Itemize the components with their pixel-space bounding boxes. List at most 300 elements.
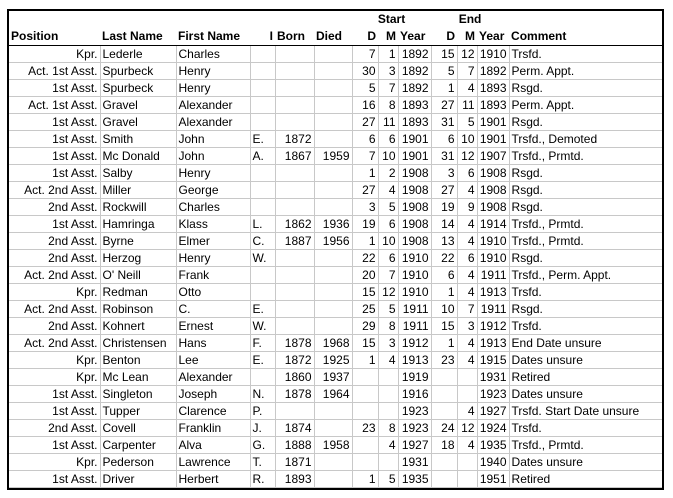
cell-died: 1958: [314, 437, 352, 454]
cell-last-name: Smith: [100, 131, 176, 148]
cell-died: [314, 165, 352, 182]
cell-start-year: 1892: [398, 46, 431, 63]
cell-died: [314, 420, 352, 437]
cell-start-month: [378, 369, 398, 386]
cell-end-year: 1913: [477, 335, 509, 352]
cell-comment: Trsfd.: [509, 420, 662, 437]
cell-initial: [250, 199, 275, 216]
cell-last-name: Benton: [100, 352, 176, 369]
cell-comment: Trsfd., Prmtd.: [509, 148, 662, 165]
col-header-start-day: D: [352, 28, 378, 46]
cell-end-month: 4: [457, 437, 477, 454]
cell-end-year: 1911: [477, 301, 509, 318]
cell-end-day: 5: [431, 63, 457, 80]
col-header-died: Died: [314, 28, 352, 46]
cell-died: [314, 131, 352, 148]
cell-died: [314, 318, 352, 335]
cell-start-day: [352, 454, 378, 471]
cell-start-year: 1912: [398, 335, 431, 352]
end-group-label: End: [458, 12, 482, 26]
cell-start-day: [352, 403, 378, 420]
cell-end-day: [431, 386, 457, 403]
cell-last-name: Driver: [100, 471, 176, 488]
cell-end-month: 9: [457, 199, 477, 216]
cell-end-month: 4: [457, 403, 477, 420]
cell-end-day: 19: [431, 199, 457, 216]
cell-first-name: Lawrence: [176, 454, 250, 471]
cell-initial: E.: [250, 301, 275, 318]
cell-initial: [250, 63, 275, 80]
table-row: [9, 233, 662, 250]
cell-initial: T.: [250, 454, 275, 471]
cell-position: Act. 2nd Asst.: [9, 301, 100, 318]
cell-end-year: 1923: [477, 386, 509, 403]
cell-born: [275, 63, 314, 80]
cell-born: 1871: [275, 454, 314, 471]
cell-last-name: Rockwill: [100, 199, 176, 216]
cell-last-name: Salby: [100, 165, 176, 182]
cell-born: [275, 267, 314, 284]
cell-end-month: 6: [457, 250, 477, 267]
cell-end-day: [431, 454, 457, 471]
cell-start-year: 1913: [398, 352, 431, 369]
cell-end-month: 11: [457, 97, 477, 114]
cell-end-month: 12: [457, 148, 477, 165]
cell-start-month: 4: [378, 437, 398, 454]
cell-first-name: Elmer: [176, 233, 250, 250]
cell-start-month: 3: [378, 335, 398, 352]
table-row: [9, 80, 662, 97]
cell-first-name: Henry: [176, 250, 250, 267]
cell-born: [275, 301, 314, 318]
cell-born: 1872: [275, 352, 314, 369]
cell-end-year: 1901: [477, 114, 509, 131]
cell-position: Act. 2nd Asst.: [9, 335, 100, 352]
cell-start-day: 20: [352, 267, 378, 284]
cell-born: [275, 403, 314, 420]
cell-start-month: 8: [378, 318, 398, 335]
cell-position: 2nd Asst.: [9, 199, 100, 216]
cell-start-year: 1911: [398, 301, 431, 318]
cell-position: Act. 1st Asst.: [9, 97, 100, 114]
cell-initial: [250, 369, 275, 386]
cell-initial: R.: [250, 471, 275, 488]
table-row: [9, 46, 662, 63]
header-row-top: [9, 11, 662, 28]
cell-first-name: Herbert: [176, 471, 250, 488]
table-row: [9, 318, 662, 335]
cell-born: 1867: [275, 148, 314, 165]
cell-initial: [250, 182, 275, 199]
cell-start-day: 30: [352, 63, 378, 80]
cell-end-year: 1927: [477, 403, 509, 420]
cell-end-day: 3: [431, 165, 457, 182]
cell-first-name: Charles: [176, 199, 250, 216]
cell-end-year: 1913: [477, 284, 509, 301]
cell-position: Act. 2nd Asst.: [9, 182, 100, 199]
cell-end-month: [457, 471, 477, 488]
cell-initial: [250, 267, 275, 284]
cell-start-day: 1: [352, 352, 378, 369]
cell-comment: Rsgd.: [509, 301, 662, 318]
cell-end-day: 1: [431, 284, 457, 301]
cell-end-day: 6: [431, 267, 457, 284]
cell-end-month: 4: [457, 233, 477, 250]
cell-start-year: 1911: [398, 318, 431, 335]
table-row: [9, 216, 662, 233]
cell-comment: Dates unsure: [509, 386, 662, 403]
cell-born: [275, 182, 314, 199]
cell-start-year: 1901: [398, 148, 431, 165]
table-row: [9, 165, 662, 182]
cell-end-month: 4: [457, 335, 477, 352]
cell-start-day: [352, 386, 378, 403]
cell-initial: G.: [250, 437, 275, 454]
cell-start-month: 7: [378, 80, 398, 97]
cell-end-year: 1951: [477, 471, 509, 488]
col-header-start-month: M: [378, 28, 398, 46]
cell-died: [314, 471, 352, 488]
cell-born: 1862: [275, 216, 314, 233]
cell-comment: Retired: [509, 369, 662, 386]
cell-last-name: Robinson: [100, 301, 176, 318]
cell-end-day: 13: [431, 233, 457, 250]
cell-last-name: Gravel: [100, 114, 176, 131]
cell-end-month: 4: [457, 352, 477, 369]
cell-end-year: 1892: [477, 63, 509, 80]
table-row: [9, 454, 662, 471]
cell-position: 2nd Asst.: [9, 250, 100, 267]
cell-start-year: 1910: [398, 284, 431, 301]
cell-end-month: 5: [457, 114, 477, 131]
cell-first-name: Henry: [176, 80, 250, 97]
cell-born: 1860: [275, 369, 314, 386]
cell-comment: Perm. Appt.: [509, 63, 662, 80]
cell-position: 2nd Asst.: [9, 233, 100, 250]
cell-position: Act. 2nd Asst.: [9, 267, 100, 284]
cell-first-name: Franklin: [176, 420, 250, 437]
cell-first-name: Henry: [176, 165, 250, 182]
cell-start-month: [378, 386, 398, 403]
cell-first-name: Lee: [176, 352, 250, 369]
cell-born: [275, 97, 314, 114]
table-row: [9, 182, 662, 199]
cell-first-name: Henry: [176, 63, 250, 80]
cell-last-name: Covell: [100, 420, 176, 437]
cell-position: Kpr.: [9, 46, 100, 63]
cell-end-day: 27: [431, 182, 457, 199]
cell-initial: F.: [250, 335, 275, 352]
cell-start-day: 6: [352, 131, 378, 148]
col-header-born: Born: [275, 28, 314, 46]
col-header-end-month: M: [457, 28, 477, 46]
cell-last-name: O' Neill: [100, 267, 176, 284]
cell-start-day: 7: [352, 148, 378, 165]
cell-comment: Trsfd., Prmtd.: [509, 233, 662, 250]
cell-initial: [250, 114, 275, 131]
cell-end-day: 27: [431, 97, 457, 114]
cell-end-month: 3: [457, 318, 477, 335]
cell-end-day: [431, 403, 457, 420]
cell-position: 1st Asst.: [9, 131, 100, 148]
cell-position: 1st Asst.: [9, 216, 100, 233]
cell-start-day: [352, 437, 378, 454]
cell-died: [314, 182, 352, 199]
table-row: [9, 335, 662, 352]
cell-end-day: 22: [431, 250, 457, 267]
cell-first-name: C.: [176, 301, 250, 318]
col-header-last-name: Last Name: [100, 28, 176, 46]
cell-start-year: 1892: [398, 63, 431, 80]
cell-last-name: Miller: [100, 182, 176, 199]
cell-initial: [250, 284, 275, 301]
cell-died: [314, 454, 352, 471]
cell-last-name: Mc Lean: [100, 369, 176, 386]
cell-first-name: Hans: [176, 335, 250, 352]
cell-start-year: 1908: [398, 182, 431, 199]
cell-start-year: 1923: [398, 420, 431, 437]
cell-comment: Rsgd.: [509, 182, 662, 199]
cell-died: [314, 97, 352, 114]
cell-position: Kpr.: [9, 454, 100, 471]
cell-position: 1st Asst.: [9, 403, 100, 420]
cell-start-year: 1931: [398, 454, 431, 471]
cell-last-name: Spurbeck: [100, 63, 176, 80]
cell-end-month: 4: [457, 267, 477, 284]
cell-end-year: 1940: [477, 454, 509, 471]
col-header-comment: Comment: [509, 28, 662, 46]
cell-end-day: [431, 369, 457, 386]
cell-born: 1888: [275, 437, 314, 454]
cell-start-month: 11: [378, 114, 398, 131]
cell-last-name: Herzog: [100, 250, 176, 267]
cell-end-day: 31: [431, 148, 457, 165]
cell-start-month: 12: [378, 284, 398, 301]
cell-first-name: Charles: [176, 46, 250, 63]
cell-start-month: 4: [378, 182, 398, 199]
cell-comment: Trsfd.: [509, 284, 662, 301]
cell-last-name: Byrne: [100, 233, 176, 250]
table-row: [9, 437, 662, 454]
cell-end-year: 1908: [477, 199, 509, 216]
cell-start-year: 1908: [398, 216, 431, 233]
cell-end-day: 14: [431, 216, 457, 233]
cell-start-month: 6: [378, 250, 398, 267]
cell-comment: Trsfd., Perm. Appt.: [509, 267, 662, 284]
cell-start-day: 5: [352, 80, 378, 97]
table-row: [9, 250, 662, 267]
cell-end-day: 23: [431, 352, 457, 369]
cell-last-name: Singleton: [100, 386, 176, 403]
cell-last-name: Kohnert: [100, 318, 176, 335]
cell-end-year: 1910: [477, 46, 509, 63]
cell-position: 1st Asst.: [9, 148, 100, 165]
cell-end-day: 1: [431, 80, 457, 97]
cell-end-day: [431, 471, 457, 488]
cell-died: 1968: [314, 335, 352, 352]
col-header-initial: I: [250, 28, 275, 46]
table-row: [9, 267, 662, 284]
cell-first-name: John: [176, 148, 250, 165]
cell-position: Kpr.: [9, 284, 100, 301]
cell-initial: J.: [250, 420, 275, 437]
cell-start-day: 25: [352, 301, 378, 318]
cell-died: [314, 199, 352, 216]
cell-start-month: 5: [378, 471, 398, 488]
cell-end-year: 1901: [477, 131, 509, 148]
cell-end-year: 1910: [477, 233, 509, 250]
table-row: [9, 148, 662, 165]
cell-start-day: [352, 369, 378, 386]
col-header-first-name: First Name: [176, 28, 250, 46]
table-row: [9, 352, 662, 369]
cell-last-name: Pederson: [100, 454, 176, 471]
cell-start-month: [378, 403, 398, 420]
cell-start-day: 27: [352, 114, 378, 131]
cell-last-name: Carpenter: [100, 437, 176, 454]
cell-end-month: [457, 386, 477, 403]
cell-end-month: 12: [457, 420, 477, 437]
cell-end-year: 1912: [477, 318, 509, 335]
cell-initial: [250, 165, 275, 182]
cell-end-year: 1908: [477, 182, 509, 199]
cell-end-month: 4: [457, 80, 477, 97]
table-row: [9, 369, 662, 386]
col-header-position: Position: [9, 28, 100, 46]
cell-comment: Dates unsure: [509, 352, 662, 369]
cell-position: Kpr.: [9, 369, 100, 386]
cell-start-day: 19: [352, 216, 378, 233]
cell-end-day: 18: [431, 437, 457, 454]
cell-end-month: [457, 454, 477, 471]
cell-first-name: John: [176, 131, 250, 148]
cell-comment: Trsfd., Prmtd.: [509, 216, 662, 233]
table-body: [9, 46, 662, 488]
cell-born: 1872: [275, 131, 314, 148]
cell-start-month: 8: [378, 97, 398, 114]
cell-comment: Retired: [509, 471, 662, 488]
cell-end-year: 1931: [477, 369, 509, 386]
cell-died: [314, 80, 352, 97]
table-row: [9, 97, 662, 114]
cell-died: 1925: [314, 352, 352, 369]
cell-end-month: [457, 369, 477, 386]
cell-last-name: Spurbeck: [100, 80, 176, 97]
cell-initial: E.: [250, 131, 275, 148]
cell-first-name: Alexander: [176, 97, 250, 114]
cell-comment: Rsgd.: [509, 250, 662, 267]
cell-start-month: 4: [378, 352, 398, 369]
cell-born: 1887: [275, 233, 314, 250]
cell-born: [275, 46, 314, 63]
cell-end-year: 1908: [477, 165, 509, 182]
cell-end-year: 1935: [477, 437, 509, 454]
cell-first-name: Otto: [176, 284, 250, 301]
cell-died: 1937: [314, 369, 352, 386]
cell-end-month: 7: [457, 301, 477, 318]
cell-position: 1st Asst.: [9, 386, 100, 403]
col-header-end-day: D: [431, 28, 457, 46]
cell-start-year: 1916: [398, 386, 431, 403]
cell-position: 1st Asst.: [9, 437, 100, 454]
cell-born: [275, 80, 314, 97]
cell-end-month: 12: [457, 46, 477, 63]
table-row: [9, 301, 662, 318]
cell-start-month: 6: [378, 216, 398, 233]
cell-died: [314, 267, 352, 284]
cell-end-month: 6: [457, 165, 477, 182]
cell-start-month: [378, 454, 398, 471]
col-header-end-year: Year: [477, 28, 509, 46]
cell-last-name: Lederle: [100, 46, 176, 63]
cell-end-year: 1907: [477, 148, 509, 165]
cell-end-year: 1911: [477, 267, 509, 284]
cell-comment: Rsgd.: [509, 114, 662, 131]
cell-last-name: Redman: [100, 284, 176, 301]
cell-born: [275, 114, 314, 131]
cell-start-day: 15: [352, 284, 378, 301]
table-row: [9, 420, 662, 437]
cell-end-day: 1: [431, 335, 457, 352]
cell-last-name: Gravel: [100, 97, 176, 114]
cell-start-month: 10: [378, 148, 398, 165]
cell-end-day: 6: [431, 131, 457, 148]
cell-first-name: Alva: [176, 437, 250, 454]
cell-end-month: 7: [457, 63, 477, 80]
cell-end-year: 1910: [477, 250, 509, 267]
table-row: [9, 114, 662, 131]
cell-comment: Rsgd.: [509, 80, 662, 97]
cell-position: 1st Asst.: [9, 114, 100, 131]
cell-start-year: 1908: [398, 199, 431, 216]
cell-start-day: 1: [352, 471, 378, 488]
table-row: [9, 471, 662, 488]
cell-start-month: 5: [378, 199, 398, 216]
cell-position: 2nd Asst.: [9, 420, 100, 437]
cell-died: 1959: [314, 148, 352, 165]
table-row: [9, 199, 662, 216]
cell-comment: Trsfd., Demoted: [509, 131, 662, 148]
table-row: [9, 131, 662, 148]
cell-comment: End Date unsure: [509, 335, 662, 352]
cell-first-name: Joseph: [176, 386, 250, 403]
cell-died: [314, 301, 352, 318]
cell-died: 1964: [314, 386, 352, 403]
cell-start-year: 1908: [398, 233, 431, 250]
cell-died: 1936: [314, 216, 352, 233]
cell-born: [275, 318, 314, 335]
cell-end-day: 24: [431, 420, 457, 437]
cell-born: 1878: [275, 335, 314, 352]
table-row: [9, 403, 662, 420]
cell-position: 1st Asst.: [9, 471, 100, 488]
table-row: [9, 284, 662, 301]
cell-initial: [250, 46, 275, 63]
col-header-start-year: Year: [398, 28, 431, 46]
cell-died: [314, 63, 352, 80]
cell-initial: [250, 80, 275, 97]
cell-start-day: 22: [352, 250, 378, 267]
cell-initial: W.: [250, 250, 275, 267]
cell-first-name: Klass: [176, 216, 250, 233]
cell-start-year: 1893: [398, 114, 431, 131]
cell-position: Act. 1st Asst.: [9, 63, 100, 80]
start-group-label: Start: [377, 12, 406, 26]
cell-start-month: 5: [378, 301, 398, 318]
cell-start-year: 1923: [398, 403, 431, 420]
cell-start-day: 27: [352, 182, 378, 199]
cell-born: 1874: [275, 420, 314, 437]
